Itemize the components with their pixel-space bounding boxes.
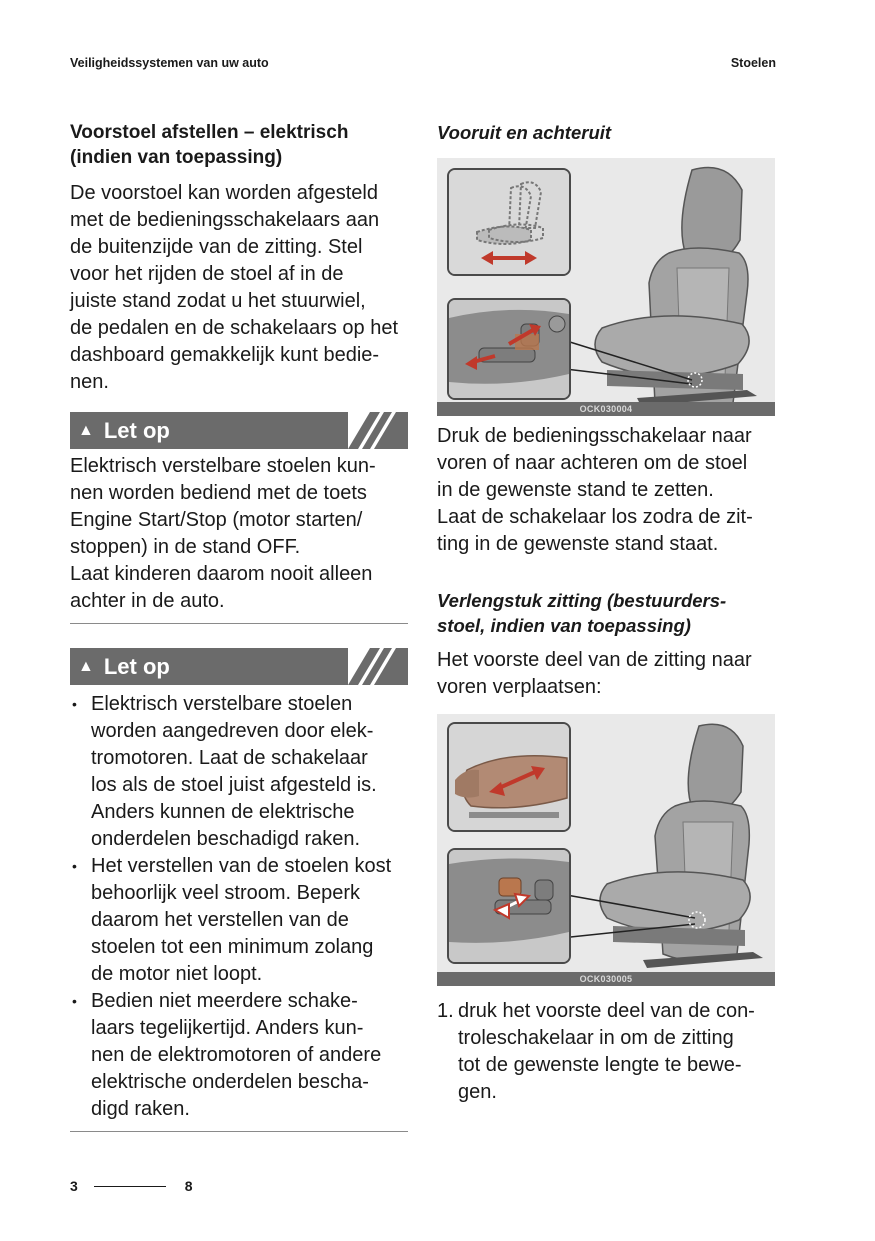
numbered-step: 1. druk het voorste deel van de con- troleschakelaar in om de zitting tot de gewenste lengte te bewe- gen.	[437, 1000, 755, 1103]
subsection-title-forward-backward: Vooruit en achteruit	[437, 122, 612, 143]
figure-code: OCK030004	[437, 402, 775, 416]
list-item: • Elektrisch verstelbare stoelen worden aangedreven door elek- tromotoren. Laat de schakelaar los als de stoel juist afgesteld is. Anders kunnen de elektrische onderdelen beschadigd raken.	[72, 693, 377, 850]
list-item: • Het verstellen van de stoelen kost behoorlijk veel stroom. Beperk daarom het verstellen van de stoelen tot een minimum zolang de motor niet loopt.	[72, 855, 392, 985]
inset-cushion-extension	[447, 722, 571, 832]
figure-seat-forward-backward	[437, 158, 775, 416]
subsection-title-seat-extension: Verlengstuk zitting (bestuurders- stoel, indien van toepassing)	[437, 590, 727, 636]
chapter-number: 3	[70, 1178, 78, 1194]
caution-label: Let op	[103, 653, 170, 679]
warning-triangle-icon: ▲	[78, 422, 94, 439]
divider	[70, 1131, 408, 1132]
step-number: 1.	[437, 1000, 454, 1022]
divider	[70, 623, 408, 624]
figure-code: OCK030005	[437, 972, 775, 986]
running-header-topic: Stoelen	[730, 56, 776, 70]
inset-seat-motion	[447, 168, 571, 276]
caution-banner-2	[70, 648, 408, 685]
footer-rule	[94, 1186, 166, 1187]
inset-switch-closeup	[447, 848, 571, 964]
page-number	[70, 1178, 193, 1194]
caution-stripes-decoration	[348, 412, 408, 449]
right-column	[437, 120, 775, 1106]
page-index: 8	[184, 1178, 193, 1194]
cushion-extension-diagram	[449, 724, 569, 830]
warning-triangle-icon: ▲	[78, 658, 94, 675]
caution-2-list	[70, 691, 408, 1123]
caution-label: Let op	[103, 417, 170, 443]
forward-backward-text: Druk de bedieningsschakelaar naar voren of naar achteren om de stoel in de gewenste stand te zetten. Laat de schakelaar los zodra de zit- ting in de gewenste stand staat.	[437, 425, 753, 555]
intro-paragraph: De voorstoel kan worden afgesteld met de bedieningsschakelaars aan de buitenzijde van de zitting. Stel voor het rijden de stoel af in de juiste stand zodat u het stuurwiel, de pedalen en de schakelaars op het dashboard gemakkelijk kunt bedie- nen.	[70, 182, 399, 393]
section-title: Voorstoel afstellen – elektrisch (indien van toepassing)	[70, 122, 349, 168]
seat-motion-diagram	[449, 170, 569, 274]
list-item: • Bedien niet meerdere schake- laars tegelijkertijd. Anders kun- nen de elektromotoren of andere elektrische onderdelen bescha- digd raken.	[72, 990, 382, 1120]
left-column	[70, 120, 408, 1132]
seat-extension-text: Het voorste deel van de zitting naar voren verplaatsen:	[437, 649, 752, 698]
caution-banner-1	[70, 412, 408, 449]
inset-switch-closeup	[447, 298, 571, 400]
switch-closeup-diagram	[449, 850, 569, 962]
figure-seat-extension	[437, 714, 775, 986]
running-header-section: Veiligheidssystemen van uw auto	[70, 56, 269, 70]
caution-stripes-decoration	[348, 648, 408, 685]
switch-closeup-diagram	[449, 300, 569, 398]
caution-1-text: Elektrisch verstelbare stoelen kun- nen worden bediend met de toets Engine Start/Stop (motor starten/ stoppen) in de stand OFF. Laat kinderen daarom nooit alleen achter in de auto.	[70, 455, 376, 612]
